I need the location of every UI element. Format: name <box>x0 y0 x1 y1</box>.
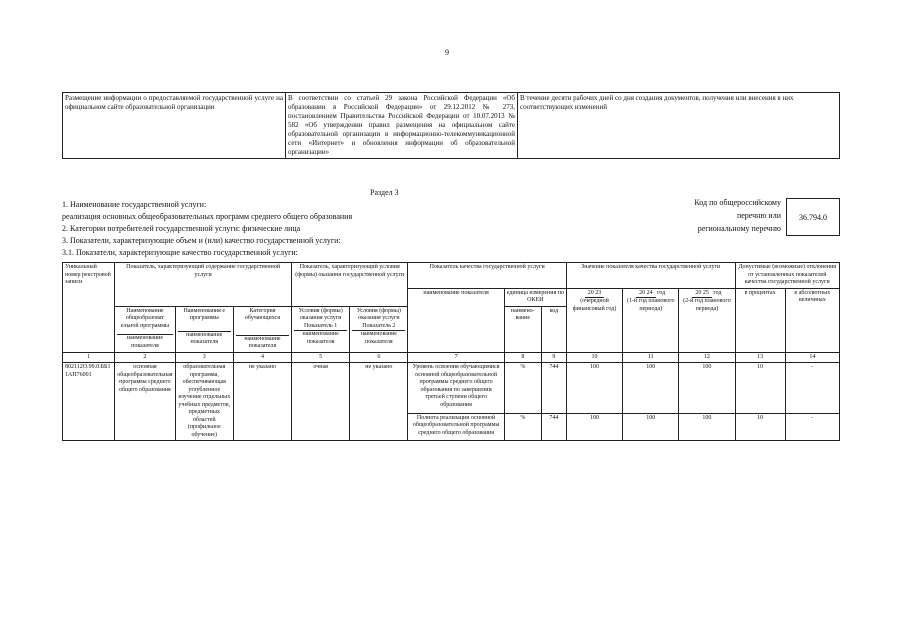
year-3-word: год <box>713 289 722 296</box>
quality-indicators-heading: 3.1. Показатели, характеризующие качество государственной услуги: <box>62 248 298 257</box>
service-form: очная <box>292 363 350 441</box>
year-2-word: год <box>657 289 666 296</box>
sub-program-name-text: Наименование общеобразоват ельной программы <box>120 307 170 329</box>
year-3-label: (2-й год планового периода) <box>683 298 731 312</box>
sub-unit-code: код <box>541 306 566 352</box>
year-2-value: 20 24 <box>636 290 656 299</box>
year-2-label: (1-й год планового периода) <box>626 298 675 312</box>
sub-program-name <box>115 306 176 352</box>
indicator-name: Уровень освоения обучающимися основной общеобразовательной программы среднего общего образования по завершении третьей ступени общего образования <box>408 363 504 414</box>
header-year-2 <box>623 288 679 352</box>
sub-program-name-caption: наименование показателя <box>117 334 173 350</box>
col-num: 12 <box>679 352 735 363</box>
program-name: основная общеобразовательная программа среднего общего образования <box>115 363 176 441</box>
col-num: 9 <box>541 352 566 363</box>
header-condition-indicator: Показатель, характеризующий условия (формы) оказания государственной услуги <box>292 263 408 307</box>
col-num: 10 <box>566 352 622 363</box>
info-placement-content: В соответствии со статьей 29 закона Российской Федерации «Об образовании в Российской Федерации» от 29.12.2012 № 273, постановлением Правительства Российской Федерации от 10.07.2013 № 582 «Об утверждении правил размещения на официальном сайте образовательной организации в информационно-телекоммуникационной сети «Интернет» и обновления информации об образовательной организации» <box>286 93 518 159</box>
registry-code-box: 36.794.0 <box>786 198 840 236</box>
deviation-percent: 10 <box>735 413 785 440</box>
header-content-indicator: Показатель, характеризующий содержание государственной услуги <box>115 263 292 307</box>
service-name-value: реализация основных общеобразовательных программ среднего общего образования <box>62 212 353 221</box>
header-indicator-name: наименование показателя <box>408 288 504 352</box>
unit-name: % <box>504 363 541 414</box>
sub-program-title-caption: наименование показателя <box>178 331 231 347</box>
header-deviation: Допустимые (возможные) отклонения от установленных показателей качества государственной услуги <box>735 263 839 289</box>
sub-student-category <box>233 306 291 352</box>
sub-condition-2-caption: наименование показателя <box>352 330 405 346</box>
sub-condition-2 <box>350 306 408 352</box>
unit-code: 744 <box>541 413 566 440</box>
col-num: 2 <box>115 352 176 363</box>
value-year-3: 100 <box>679 413 735 440</box>
col-num: 3 <box>175 352 233 363</box>
info-placement-table <box>62 92 840 159</box>
info-placement-frequency: В течение десяти рабочих дней со дня создания документов, получения или внесения в них соответствующих изменений <box>518 93 840 159</box>
indicator-name: Полнота реализации основной общеобразовательной программы среднего общего образования <box>408 413 504 440</box>
deviation-percent: 10 <box>735 363 785 414</box>
consumer-category: 2. Категории потребителей государственной услуги: физические лица <box>62 224 301 233</box>
sub-program-title <box>175 306 233 352</box>
col-num: 11 <box>623 352 679 363</box>
header-quality-indicator: Показатель качества государственной услуги <box>408 263 567 289</box>
table-row <box>63 363 840 414</box>
sub-student-category-caption: наименование показателя <box>236 335 289 351</box>
col-num: 7 <box>408 352 504 363</box>
sub-program-title-text: Наименования е программы <box>183 307 226 321</box>
student-category: не указано <box>233 363 291 441</box>
sub-unit-name: наимено-вание <box>504 306 541 352</box>
code-label-2: перечню или <box>736 211 781 220</box>
value-year-1: 100 <box>566 363 622 414</box>
value-year-1: 100 <box>566 413 622 440</box>
registry-record-code: 802112О.99.0.ББ11АП76001 <box>63 363 115 441</box>
deviation-absolute: - <box>785 413 839 440</box>
deviation-absolute: - <box>785 363 839 414</box>
sub-condition-2-text: Условия (формы) оказания услуги Показатель 2 <box>356 307 401 329</box>
col-num: 13 <box>735 352 785 363</box>
value-year-2: 100 <box>623 363 679 414</box>
col-num: 1 <box>63 352 115 363</box>
unit-name: % <box>504 413 541 440</box>
sub-condition-1-text: Условия (формы) оказания услуги Показатель 1 <box>298 307 343 329</box>
col-num: 14 <box>785 352 839 363</box>
column-numbers-row <box>63 352 840 363</box>
col-num: 5 <box>292 352 350 363</box>
sub-student-category-text: Категория обучающихся <box>244 307 280 321</box>
header-deviation-absolute: в абсолютных величинах <box>785 288 839 352</box>
code-label-1: Код по общероссийскому <box>694 198 781 207</box>
program-title: образовательная программа, обеспечивающая углубленное изучение отдельных учебных предметов, предметных областей (профильное обучение) <box>175 363 233 441</box>
header-unique-number: Уникальный номер реестровой записи <box>63 263 115 353</box>
header-year-3 <box>679 288 735 352</box>
code-label-3: региональному перечню <box>697 224 781 233</box>
col-num: 4 <box>233 352 291 363</box>
year-1-label: (очередной финансовый год) <box>572 298 617 312</box>
service-name-label: 1. Наименование государственной услуги: <box>62 200 207 209</box>
indicators-heading: 3. Показатели, характеризующие объем и (или) качество государственной услуги: <box>62 236 341 245</box>
value-year-3: 100 <box>679 363 735 414</box>
sub-condition-1 <box>292 306 350 352</box>
service-condition-2: не указано <box>350 363 408 441</box>
col-num: 8 <box>504 352 541 363</box>
sub-condition-1-caption: наименование показателя <box>294 330 347 346</box>
page-number: 9 <box>445 48 449 57</box>
section-title: Раздел 3 <box>370 188 399 197</box>
header-year-1 <box>566 288 622 352</box>
quality-indicators-table <box>62 262 840 441</box>
year-3-value: 20 25 <box>692 290 712 299</box>
header-deviation-percent: в процентах <box>735 288 785 352</box>
unit-code: 744 <box>541 363 566 414</box>
header-unit: единица измерения по ОКЕИ <box>504 288 566 306</box>
value-year-2: 100 <box>623 413 679 440</box>
header-value-indicator: Значение показателя качества государственной услуги <box>566 263 735 289</box>
col-num: 6 <box>350 352 408 363</box>
info-placement-method: Размещение информации о предоставляемой государственной услуге на официальном сайте образовательной организации <box>63 93 286 159</box>
year-1-value: 20 23 <box>585 290 605 299</box>
